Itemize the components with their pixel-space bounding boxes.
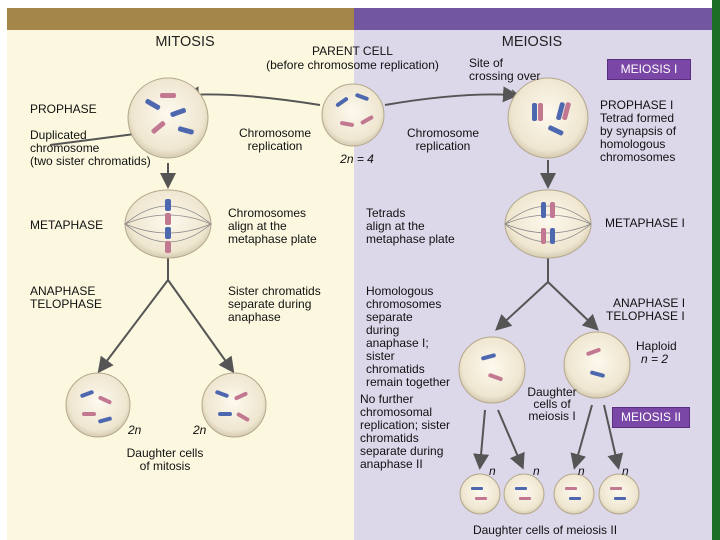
mitosis-daughter-cell-left <box>66 373 130 437</box>
duplicated-label-1: Duplicated <box>30 128 87 142</box>
mitosis-title: MITOSIS <box>155 34 215 50</box>
no-further-desc-6: anaphase II <box>360 457 423 471</box>
mitosis-daughter-label-1: Daughter cells <box>126 446 204 460</box>
mitosis-anaphase-desc-2: separate during <box>228 297 312 311</box>
arrow-parent-to-meiosis-prophase <box>385 94 515 105</box>
duplicated-label-3: (two sister chromatids) <box>30 154 151 168</box>
mitosis-daughter-label-2: of mitosis <box>139 459 191 473</box>
two-n-equals-label: 2n = 4 <box>340 152 374 166</box>
no-further-desc-4: chromatids <box>360 431 419 445</box>
meiosis-ii-n-4: n <box>622 464 629 478</box>
mitosis-metaphase-desc-3: metaphase plate <box>228 232 317 246</box>
mitosis-metaphase-label: METAPHASE <box>30 218 104 232</box>
haploid-label: Haploid <box>636 339 677 353</box>
crossing-over-label-2: crossing over <box>469 69 541 83</box>
meiosis-i-box: MEIOSIS I <box>607 59 691 80</box>
replication-right-1: Chromosome <box>406 126 480 140</box>
meiosis-i-daughter-label-2: cells of <box>533 397 571 411</box>
mitosis-ploidy-right: 2n <box>193 423 207 437</box>
arrow-mitosis-daughter-right <box>168 280 232 370</box>
arrow-meiosis-ii-1 <box>480 410 485 466</box>
parent-cell-subtitle: (before chromosome replication) <box>266 58 439 72</box>
mitosis-metaphase-desc-2: align at the <box>228 219 287 233</box>
mitosis-anaphase-label-2: TELOPHASE <box>30 297 103 311</box>
meiosis-i-daughter-label-1: Daughter <box>527 385 577 399</box>
replication-right-2: replication <box>415 139 471 153</box>
arrow-meiosis-daughter-right <box>548 282 596 328</box>
meiosis-ii-daughter-cell-3 <box>554 474 594 514</box>
crossing-over-label-1: Site of <box>469 56 504 70</box>
prophase-i-label-4: homologous <box>600 137 666 151</box>
mitosis-metaphase-cell <box>125 190 211 258</box>
anaphase-i-desc-8: remain together <box>366 375 451 389</box>
meiosis-ii-n-3: n <box>578 464 585 478</box>
mitosis-prophase-label: PROPHASE <box>30 102 97 116</box>
meiosis-ii-daughter-cells <box>460 474 639 514</box>
meiosis-ii-daughter-cell-4 <box>599 474 639 514</box>
meiosis-i-daughter-label-3: meiosis I <box>528 409 576 423</box>
replication-left-2: replication <box>247 139 303 153</box>
mitosis-anaphase-label-1: ANAPHASE <box>30 284 96 298</box>
mitosis-metaphase-desc-1: Chromosomes <box>228 206 307 220</box>
meiosis-ii-n-1: n <box>489 464 496 478</box>
anaphase-i-desc-6: sister <box>366 349 395 363</box>
duplicated-label-2: chromosome <box>30 141 100 155</box>
replication-left-1: Chromosome <box>238 126 312 140</box>
no-further-desc-3: replication; sister <box>360 418 451 432</box>
mitosis-anaphase-desc-1: Sister chromatids <box>228 284 321 298</box>
meiosis-ii-daughter-cell-1 <box>460 474 500 514</box>
mitosis-daughter-cell-right <box>202 373 266 437</box>
meiosis-ii-n-2: n <box>533 464 540 478</box>
anaphase-i-desc-7: chromatids <box>366 362 425 376</box>
anaphase-i-desc-5: anaphase I; <box>366 336 429 350</box>
anaphase-i-desc-1: Homologous <box>366 284 434 298</box>
meiosis-metaphase-i-cell <box>505 190 591 258</box>
arrow-mitosis-daughter-left <box>100 280 168 370</box>
mitosis-ploidy-left: 2n <box>128 423 142 437</box>
prophase-i-label-3: by synapsis of <box>600 124 677 138</box>
metaphase-i-label: METAPHASE I <box>605 216 685 230</box>
prophase-i-label-5: chromosomes <box>600 150 676 164</box>
mitosis-anaphase-desc-3: anaphase <box>228 310 281 324</box>
meiosis-ii-daughter-cell-2 <box>504 474 544 514</box>
parent-cell <box>322 84 384 146</box>
anaphase-i-desc-4: during <box>366 323 400 337</box>
no-further-desc-5: separate during <box>360 444 444 458</box>
meiosis-ii-daughter-label: Daughter cells of meiosis II <box>472 523 618 537</box>
tetrads-desc-1: Tetrads <box>366 206 406 220</box>
tetrads-desc-3: metaphase plate <box>366 232 455 246</box>
no-further-desc-2: chromosomal <box>360 405 433 419</box>
haploid-n-label: n = 2 <box>641 352 669 366</box>
parent-cell-title: PARENT CELL <box>312 44 393 58</box>
prophase-i-label-2: Tetrad formed <box>600 111 675 125</box>
anaphase-i-label-2: TELOPHASE I <box>606 309 685 323</box>
mitosis-prophase-cell <box>128 78 208 158</box>
meiosis-prophase-i-cell <box>508 78 588 158</box>
prophase-i-label-1: PROPHASE I <box>600 98 674 112</box>
anaphase-i-desc-3: separate <box>366 310 413 324</box>
arrow-parent-to-mitosis-prophase <box>187 94 320 105</box>
meiosis-title: MEIOSIS <box>501 34 563 50</box>
anaphase-i-label-1: ANAPHASE I <box>613 296 686 310</box>
meiosis-ii-box: MEIOSIS II <box>612 407 690 428</box>
no-further-desc-1: No further <box>360 392 414 406</box>
tetrads-desc-2: align at the <box>366 219 425 233</box>
anaphase-i-desc-2: chromosomes <box>366 297 442 311</box>
arrow-meiosis-daughter-left <box>498 282 548 328</box>
